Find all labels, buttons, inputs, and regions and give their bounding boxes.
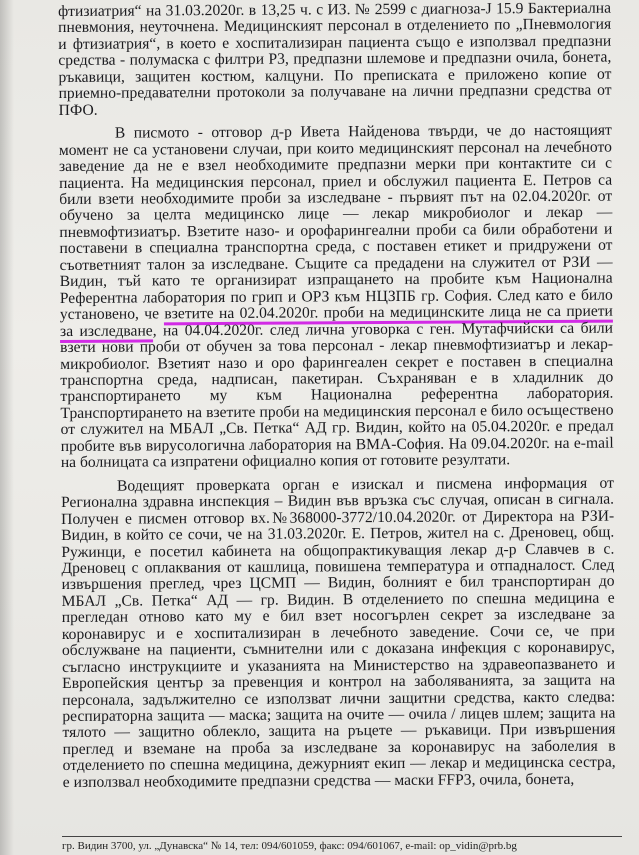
page-footer: гр. Видин 3700, ул. „Дунавска“ № 14, тел: 094/601059, факс: 094/601067, e-mail: op_vidin@prb.bg — [62, 836, 622, 853]
page-edge-shadow — [0, 0, 14, 855]
paragraph-text: В писмото - отговор д-р Ивета Найденова твърди, че до настоящият момент не са установени случаи, при които медицинският персонал на лечебното заведение да не е взел необходимите предпазни мерки при контактите си с пациента. На медицинския персонал, приел и обслужил пациента Е. Петров са били взети необходимите проби за изследване - първият път на 02.04.2020г. от обучено за целта медицинско лице — лекар микробиолог и лекар — пневмофтизиатър. Взетите назо- и орофарингеални проби са били обработени и поставени в специална транспортна среда, с поставен етикет и придружени от съответният талон за изследване. Същите са предадени на служител от РЗИ — Видин, тъй като те организират изпращането на пробите към Национална Референтна лаборатория по грип и ОРЗ към НЦЗПБ гр. София. След като е било установено, че — [58, 121, 613, 324]
paragraph-text: Водещият проверката орган е изискал и писмена информация от Регионална здравна инспекция – Видин във връзка със случая, описан в сигнала. Получен е писмен отговор вх.№368000-3772/10.04.2020г. от Директора на РЗИ-Видин, в който се сочи, че на 31.03.2020г. Е. Петров, жител на с. Дреновец, общ. Ружинци, е посетил кабинета на общопрактикуващия лекар д-р Славчев в с. Дреновец с оплаквания от кашлица, повишена температура и отпадналост. След извършения преглед, чрез ЦСМП — Видин, болният е бил транспортиран до МБАЛ „Св. Петка“ АД — гр. Видин. В отделението по спешна медицина е прегледан отново като му е бил взет носогърлен секрет за изследване за коронавирус и е хоспитализиран в лечебното заведение. Сочи се, че при обслужване на пациенти, съмнителни или с доказана инфекция с коронавирус, съгласно инструкциите и указанията на Министерство на здравеопазването и Европейския център за превенция и контрол на заболяванията, за защита на персонала, задължително се използват лични защитни средства, както следва: респираторна защита — маска; защита на очите — очила / лицев шлем; защита на тялото — защитно облекло, защита на ръцете — ръкавици. При извършения преглед и вземане на проба за изследване за коронавирус на заболелия в отделението по спешна медицина, дежурният екип — лекар и медицинска сестра, е използвал необходимите предпазни средства — маски FFP3, очила, бонета, — [60, 474, 616, 791]
highlighted-phrase: взетите на 02.04.2020г. проби на медицинските лица не са приети за изследване — [60, 303, 613, 343]
paragraph-3 — [61, 475, 616, 791]
document-body — [58, 1, 616, 792]
paragraph-text: , на 04.04.2020г. след лична уговорка с ген. Мутафчийски са били взети нови проби от обучен за това персонал - лекар пневмофтизиатър и лекар-микробиолог. Взетият назо и оро фарингеален секрет е поставен в специална транспортна среда, надписан, пакетиран. Съхраняван е в хладилник до транспортирането му към Национална референтна лаборатория. Транспортирането на взетите проби на медицинския персонал е било осъществено от служител на МБАЛ „Св. Петка“ АД гр. Видин, който на 05.04.2020г. е предал пробите във вирусологична лаборатория на ВМА-София. На 09.04.2020г. на e-mail на болницата са изпратени официално копия от готовите резултати. — [60, 319, 614, 472]
paragraph-1 — [58, 1, 612, 120]
paragraph-text: фтизиатрия“ на 31.03.2020г. в 13,25 ч. с ИЗ. № 2599 с диагноза-J 15.9 Бактериална пневмония, неуточнена. Медицинският персонал в отделението по „Пневмология и фтизиатрия“, в което е хоспитализиран пациента също е използвал предпазни средства - полумаска с филтри P3, предпазни шлемове и предпазни очила, бонета, ръкавици, защитен костюм, калцуни. По преписката е приложено копие от приемно-предавателни протоколи за получаване на лични предпазни средства от ПФО. — [57, 0, 612, 119]
paragraph-2 — [59, 123, 614, 472]
